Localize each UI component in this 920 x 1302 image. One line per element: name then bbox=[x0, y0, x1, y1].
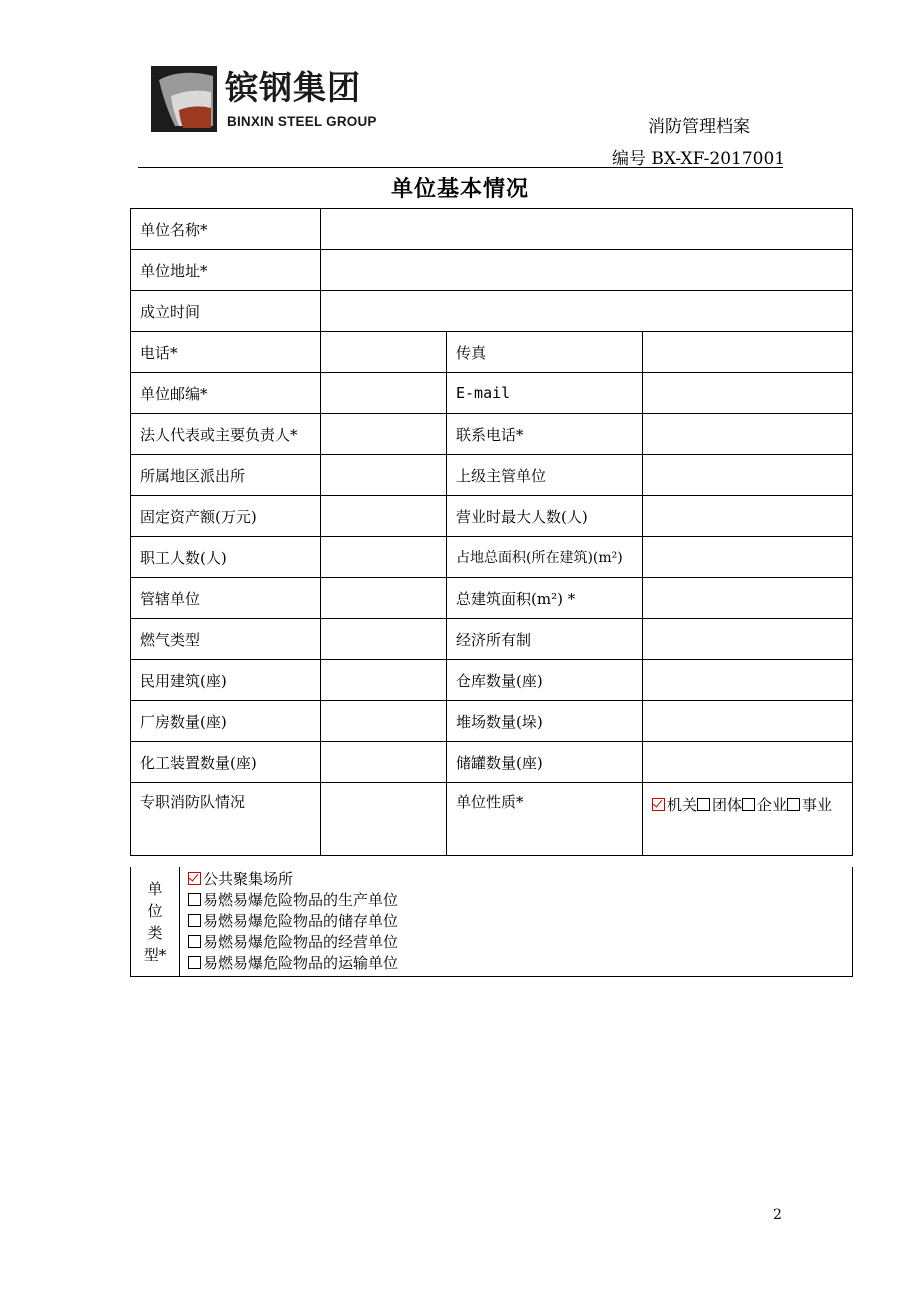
field-label: 储罐数量(座) bbox=[447, 742, 643, 783]
field-value[interactable] bbox=[321, 332, 447, 373]
field-label: 传真 bbox=[447, 332, 643, 373]
field-value[interactable] bbox=[643, 496, 853, 537]
logo-chinese-name: 镔钢集团 bbox=[225, 68, 361, 107]
unit-type-options bbox=[180, 867, 853, 977]
checkbox-icon[interactable] bbox=[188, 935, 201, 948]
table-row bbox=[131, 209, 853, 250]
field-value[interactable] bbox=[643, 742, 853, 783]
table-row bbox=[131, 619, 853, 660]
field-label: E-mail bbox=[447, 373, 643, 414]
field-label: 单位邮编* bbox=[131, 373, 321, 414]
field-value[interactable] bbox=[321, 455, 447, 496]
field-label: 上级主管单位 bbox=[447, 455, 643, 496]
field-value[interactable] bbox=[321, 660, 447, 701]
header-divider bbox=[138, 167, 783, 168]
field-value[interactable] bbox=[643, 701, 853, 742]
field-value[interactable] bbox=[643, 619, 853, 660]
field-label: 职工人数(人) bbox=[131, 537, 321, 578]
field-label: 燃气类型 bbox=[131, 619, 321, 660]
page-number: 2 bbox=[773, 1207, 782, 1223]
field-value[interactable] bbox=[321, 578, 447, 619]
field-value[interactable] bbox=[321, 537, 447, 578]
checkbox-checked-icon[interactable] bbox=[188, 872, 201, 885]
nature-option[interactable]: 事业 bbox=[787, 796, 832, 814]
logo-english-name: BINXIN STEEL GROUP bbox=[227, 114, 377, 129]
field-value[interactable] bbox=[643, 332, 853, 373]
checkbox-icon[interactable] bbox=[787, 798, 800, 811]
field-value[interactable] bbox=[643, 537, 853, 578]
checkbox-icon[interactable] bbox=[742, 798, 755, 811]
unit-address-value[interactable] bbox=[321, 250, 853, 291]
field-label: 联系电话* bbox=[447, 414, 643, 455]
field-label: 化工装置数量(座) bbox=[131, 742, 321, 783]
table-row bbox=[131, 783, 853, 856]
field-label: 经济所有制 bbox=[447, 619, 643, 660]
field-value[interactable] bbox=[321, 783, 447, 856]
nature-option[interactable]: 机关 bbox=[652, 796, 697, 814]
table-row bbox=[131, 250, 853, 291]
table-row bbox=[131, 291, 853, 332]
unit-type-option[interactable]: 易燃易爆危险物品的运输单位 bbox=[188, 953, 852, 974]
field-label: 堆场数量(垛) bbox=[447, 701, 643, 742]
unit-type-table bbox=[130, 867, 853, 977]
table-row bbox=[131, 414, 853, 455]
field-value[interactable] bbox=[321, 742, 447, 783]
table-row bbox=[131, 742, 853, 783]
field-label: 仓库数量(座) bbox=[447, 660, 643, 701]
table-row bbox=[131, 373, 853, 414]
field-label: 单位地址* bbox=[131, 250, 321, 291]
checkbox-icon[interactable] bbox=[697, 798, 710, 811]
field-value[interactable] bbox=[643, 373, 853, 414]
table-row bbox=[131, 578, 853, 619]
field-value[interactable] bbox=[643, 660, 853, 701]
field-value[interactable] bbox=[643, 578, 853, 619]
field-value[interactable] bbox=[321, 619, 447, 660]
field-label: 单位性质* bbox=[447, 783, 643, 856]
field-label: 成立时间 bbox=[131, 291, 321, 332]
unit-type-option[interactable]: 易燃易爆危险物品的储存单位 bbox=[188, 911, 852, 932]
document-code: 编号 BX-XF-2017001 bbox=[612, 149, 786, 169]
unit-info-table bbox=[130, 208, 853, 856]
field-label: 固定资产额(万元) bbox=[131, 496, 321, 537]
field-value[interactable] bbox=[321, 701, 447, 742]
archive-title: 消防管理档案 bbox=[648, 117, 750, 137]
field-value[interactable] bbox=[321, 496, 447, 537]
field-value[interactable] bbox=[643, 414, 853, 455]
field-label: 单位名称* bbox=[131, 209, 321, 250]
checkbox-checked-icon[interactable] bbox=[652, 798, 665, 811]
checkbox-icon[interactable] bbox=[188, 893, 201, 906]
unit-name-value[interactable] bbox=[321, 209, 853, 250]
unit-nature-options bbox=[643, 783, 853, 856]
table-row bbox=[131, 496, 853, 537]
table-row bbox=[131, 701, 853, 742]
unit-type-label: 单 位 类 型* bbox=[131, 867, 180, 977]
field-label: 总建筑面积(m²) * bbox=[447, 578, 643, 619]
field-label: 营业时最大人数(人) bbox=[447, 496, 643, 537]
table-row bbox=[131, 332, 853, 373]
field-label: 民用建筑(座) bbox=[131, 660, 321, 701]
company-logo bbox=[151, 66, 377, 134]
page-title: 单位基本情况 bbox=[390, 177, 529, 202]
field-label: 所属地区派出所 bbox=[131, 455, 321, 496]
nature-option[interactable]: 团体 bbox=[697, 796, 742, 814]
table-row bbox=[131, 660, 853, 701]
field-value[interactable] bbox=[321, 373, 447, 414]
logo-mark-icon bbox=[151, 66, 217, 132]
checkbox-icon[interactable] bbox=[188, 914, 201, 927]
field-label: 厂房数量(座) bbox=[131, 701, 321, 742]
field-label: 占地总面积(所在建筑)(m²) bbox=[447, 537, 643, 578]
established-date-value[interactable] bbox=[321, 291, 853, 332]
checkbox-icon[interactable] bbox=[188, 956, 201, 969]
nature-option[interactable]: 企业 bbox=[742, 796, 787, 814]
table-row bbox=[131, 867, 853, 977]
unit-type-option[interactable]: 易燃易爆危险物品的生产单位 bbox=[188, 890, 852, 911]
field-label: 专职消防队情况 bbox=[131, 783, 321, 856]
field-label: 电话* bbox=[131, 332, 321, 373]
table-row bbox=[131, 455, 853, 496]
table-row bbox=[131, 537, 853, 578]
unit-type-option[interactable]: 易燃易爆危险物品的经营单位 bbox=[188, 932, 852, 953]
field-value[interactable] bbox=[321, 414, 447, 455]
field-label: 管辖单位 bbox=[131, 578, 321, 619]
unit-type-option[interactable]: 公共聚集场所 bbox=[188, 869, 852, 890]
field-value[interactable] bbox=[643, 455, 853, 496]
field-label: 法人代表或主要负责人* bbox=[131, 414, 321, 455]
